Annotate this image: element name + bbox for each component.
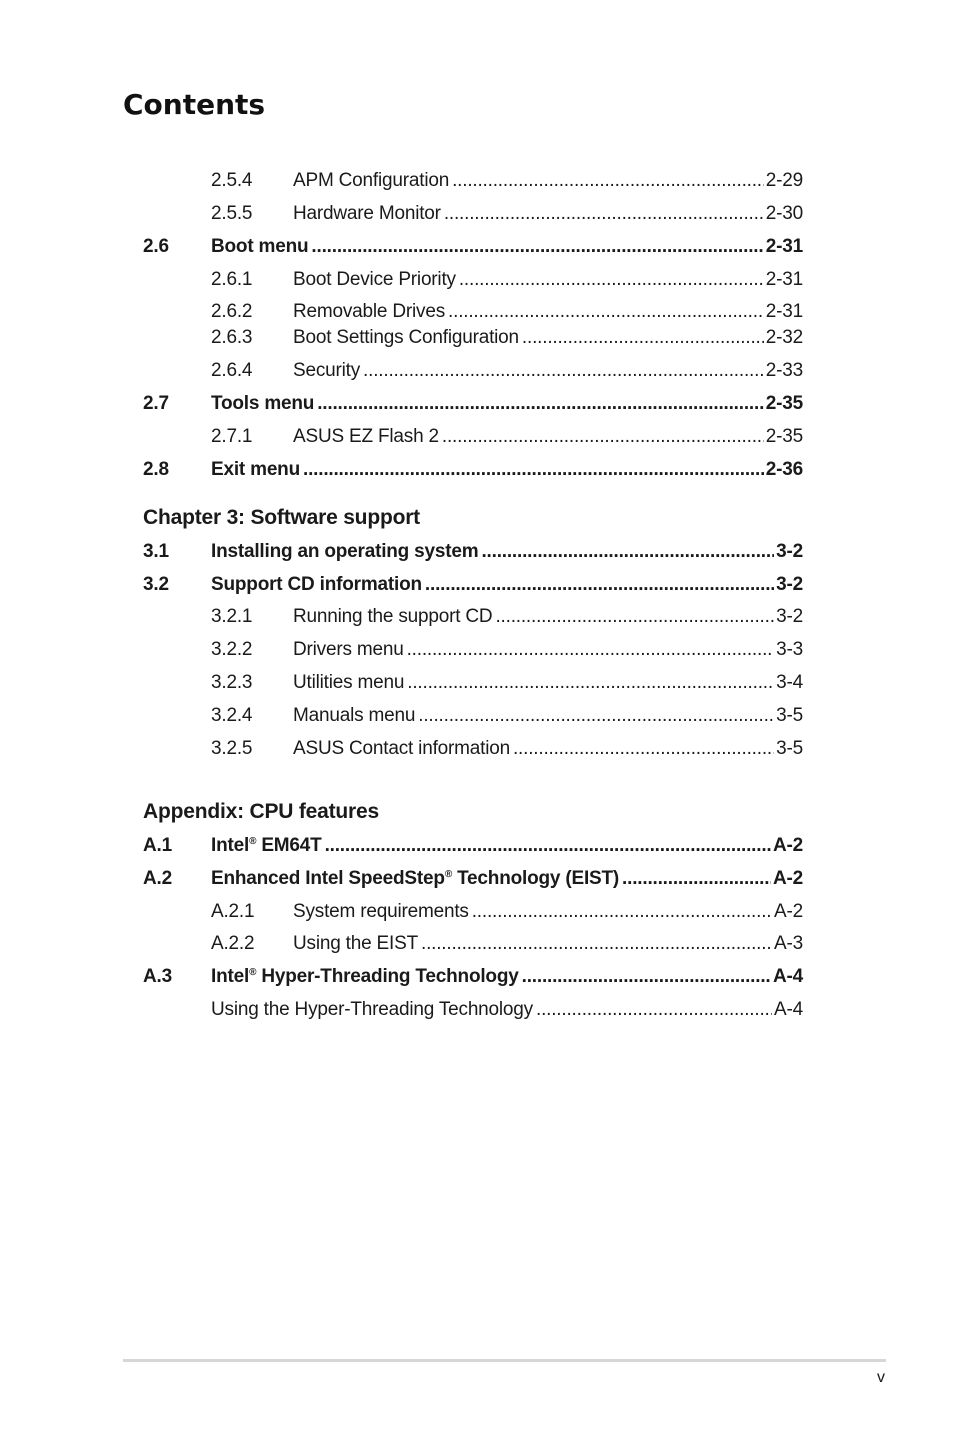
toc-entry-number: 2.6.4 bbox=[211, 360, 253, 381]
toc-entry-label: APM Configuration bbox=[293, 170, 450, 191]
toc-entry-page: A-2 bbox=[774, 901, 803, 922]
dot-leader bbox=[444, 201, 764, 227]
dot-leader bbox=[452, 168, 764, 194]
toc-entry-page: 3-3 bbox=[776, 639, 803, 660]
toc-entry[interactable] bbox=[143, 539, 803, 565]
toc-entry[interactable] bbox=[143, 604, 803, 630]
toc-entry-page: A-2 bbox=[772, 868, 803, 889]
toc-entry-number: 2.6.1 bbox=[211, 269, 253, 290]
dot-leader bbox=[622, 866, 771, 892]
toc-entry[interactable] bbox=[143, 358, 803, 384]
toc-entry-page: A-3 bbox=[774, 933, 803, 954]
toc-entry-label: Intel® Hyper-Threading Technology bbox=[211, 966, 519, 987]
dot-leader bbox=[495, 604, 774, 630]
toc-entry-number: 3.2.3 bbox=[211, 672, 253, 693]
toc-entry-page: 3-4 bbox=[776, 672, 803, 693]
toc-entry-page: A-2 bbox=[772, 835, 803, 856]
dot-leader bbox=[418, 703, 774, 729]
toc-entry[interactable] bbox=[143, 866, 803, 892]
toc-entry-label: Utilities menu bbox=[293, 672, 405, 693]
toc-entry-page: 3-5 bbox=[776, 705, 803, 726]
toc-entry[interactable] bbox=[143, 267, 803, 293]
toc-entry-label: Boot menu bbox=[211, 236, 309, 257]
toc-entry-label: System requirements bbox=[293, 901, 469, 922]
toc-entry[interactable] bbox=[143, 931, 803, 957]
dot-leader bbox=[522, 325, 764, 351]
dot-leader bbox=[472, 899, 772, 925]
dot-leader bbox=[325, 833, 771, 859]
toc-entry[interactable] bbox=[143, 168, 803, 194]
dot-leader bbox=[421, 931, 772, 957]
toc-entry-number: 2.5.4 bbox=[211, 170, 253, 191]
dot-leader bbox=[407, 637, 775, 663]
dot-leader bbox=[522, 964, 771, 990]
toc-entry-label: ASUS Contact information bbox=[293, 738, 510, 759]
toc-entry-number: A.1 bbox=[143, 835, 172, 856]
toc-entry-number: 2.7 bbox=[143, 393, 169, 414]
toc-entry-number: 3.2.4 bbox=[211, 705, 253, 726]
toc-entry[interactable] bbox=[143, 299, 803, 325]
toc-entry-page: 2-30 bbox=[765, 203, 803, 224]
toc-entry-number: 3.2.5 bbox=[211, 738, 253, 759]
toc-entry-label: Using the Hyper-Threading Technology bbox=[211, 999, 533, 1020]
toc-entry[interactable] bbox=[143, 391, 803, 417]
toc-entry[interactable] bbox=[143, 637, 803, 663]
toc-entry-label: Using the EIST bbox=[293, 933, 418, 954]
dot-leader bbox=[513, 736, 774, 762]
toc-entry-number: 2.6 bbox=[143, 236, 169, 257]
chapter-heading: Appendix: CPU features bbox=[143, 800, 379, 823]
dot-leader bbox=[448, 299, 764, 325]
toc-entry[interactable] bbox=[143, 703, 803, 729]
toc-entry-label: ASUS EZ Flash 2 bbox=[293, 426, 439, 447]
toc-entry[interactable] bbox=[143, 201, 803, 227]
toc-entry-label: Tools menu bbox=[211, 393, 315, 414]
toc-entry[interactable] bbox=[143, 424, 803, 450]
toc-entry[interactable] bbox=[143, 964, 803, 990]
toc-entry-number: 2.5.5 bbox=[211, 203, 253, 224]
toc-entry-page: 3-2 bbox=[776, 574, 803, 595]
toc-entry-page: 2-35 bbox=[765, 426, 803, 447]
toc-entry-label: Removable Drives bbox=[293, 301, 446, 322]
dot-leader bbox=[363, 358, 764, 384]
toc-entry-page: A-4 bbox=[772, 966, 803, 987]
page-number: v bbox=[877, 1369, 885, 1386]
registered-mark: ® bbox=[249, 967, 257, 978]
toc-entry-label: Exit menu bbox=[211, 459, 300, 480]
toc-entry-number: A.2.2 bbox=[211, 933, 255, 954]
toc-entry-number: 3.2.1 bbox=[211, 606, 253, 627]
footer-rule bbox=[123, 1359, 886, 1362]
dot-leader bbox=[425, 572, 774, 598]
toc-entry-number: 2.6.3 bbox=[211, 327, 253, 348]
toc-entry[interactable] bbox=[143, 325, 803, 351]
toc-entry-number: A.2.1 bbox=[211, 901, 255, 922]
toc-entry[interactable] bbox=[143, 736, 803, 762]
dot-leader bbox=[407, 670, 774, 696]
toc-entry-label: Running the support CD bbox=[293, 606, 493, 627]
dot-leader bbox=[311, 234, 763, 260]
toc-entry-number: 3.2 bbox=[143, 574, 169, 595]
toc-entry-page: 2-29 bbox=[765, 170, 803, 191]
toc-entry-label: Manuals menu bbox=[293, 705, 416, 726]
toc-entry-label: Installing an operating system bbox=[211, 541, 479, 562]
toc-entry[interactable] bbox=[143, 899, 803, 925]
toc-entry-page: 2-33 bbox=[765, 360, 803, 381]
toc-entry-page: 2-31 bbox=[765, 236, 803, 257]
toc-entry-number: A.2 bbox=[143, 868, 172, 889]
dot-leader bbox=[442, 424, 764, 450]
chapter-heading: Chapter 3: Software support bbox=[143, 506, 420, 529]
toc-entry[interactable] bbox=[143, 997, 803, 1023]
toc-entry-label: Security bbox=[293, 360, 361, 381]
toc-entry-page: 2-35 bbox=[765, 393, 803, 414]
toc-entry-number: 3.1 bbox=[143, 541, 169, 562]
toc-entry-page: 2-31 bbox=[765, 301, 803, 322]
toc-entry-number: 2.7.1 bbox=[211, 426, 253, 447]
dot-leader bbox=[459, 267, 764, 293]
toc-entry[interactable] bbox=[143, 670, 803, 696]
toc-entry-page: 3-5 bbox=[776, 738, 803, 759]
toc-entry-number: A.3 bbox=[143, 966, 172, 987]
toc-entry-page: 3-2 bbox=[776, 541, 803, 562]
dot-leader bbox=[481, 539, 774, 565]
toc-entry-label: Boot Device Priority bbox=[293, 269, 456, 290]
toc-entry-page: A-4 bbox=[774, 999, 803, 1020]
toc-entry-label: Support CD information bbox=[211, 574, 422, 595]
page-title: Contents bbox=[123, 88, 266, 121]
toc-entry-page: 3-2 bbox=[776, 606, 803, 627]
dot-leader bbox=[303, 457, 764, 483]
dot-leader bbox=[317, 391, 764, 417]
dot-leader bbox=[536, 997, 772, 1023]
toc-entry-label: Hardware Monitor bbox=[293, 203, 441, 224]
toc-entry[interactable] bbox=[143, 572, 803, 598]
toc-entry-number: 2.8 bbox=[143, 459, 169, 480]
toc-entry[interactable] bbox=[143, 457, 803, 483]
registered-mark: ® bbox=[444, 869, 452, 880]
toc-entry[interactable] bbox=[143, 833, 803, 859]
toc-entry-label: Drivers menu bbox=[293, 639, 404, 660]
toc-entry-number: 2.6.2 bbox=[211, 301, 253, 322]
toc-entry-page: 2-31 bbox=[765, 269, 803, 290]
toc-entry-page: 2-36 bbox=[765, 459, 803, 480]
toc-entry[interactable] bbox=[143, 234, 803, 260]
toc-entry-label: Intel® EM64T bbox=[211, 835, 322, 856]
toc-entry-label: Boot Settings Configuration bbox=[293, 327, 519, 348]
toc-entry-page: 2-32 bbox=[765, 327, 803, 348]
toc-entry-number: 3.2.2 bbox=[211, 639, 253, 660]
toc-entry-label: Enhanced Intel SpeedStep® Technology (EIST) bbox=[211, 868, 620, 889]
registered-mark: ® bbox=[249, 836, 257, 847]
